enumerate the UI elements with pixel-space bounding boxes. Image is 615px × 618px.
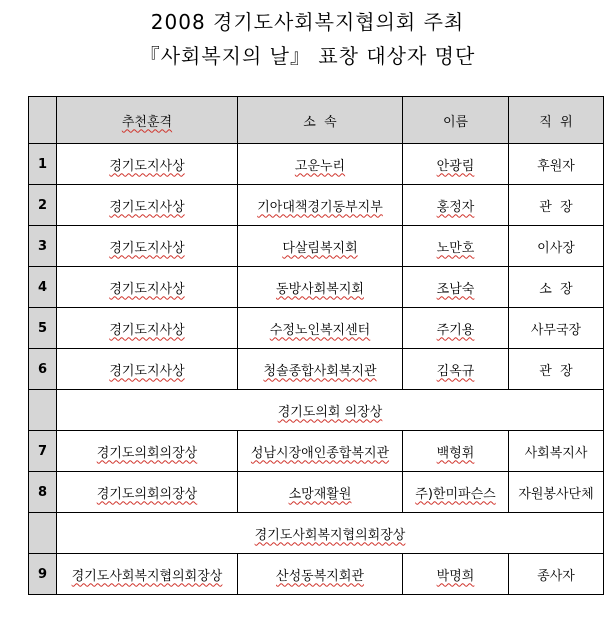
name-text: 홍정자 (436, 199, 475, 215)
name-cell (403, 431, 509, 472)
table-row (29, 349, 604, 390)
affiliation-text: 소망재활원 (288, 486, 352, 502)
row-number: 9 (29, 554, 57, 595)
header-affiliation: 소 속 (238, 97, 403, 144)
affiliation-text: 청솔종합사회복지관 (263, 363, 377, 379)
name-text: 박명희 (436, 568, 475, 584)
award-cell (57, 472, 238, 513)
row-number: 6 (29, 349, 57, 390)
name-cell (403, 267, 509, 308)
name-text: 주)한미파슨스 (415, 486, 496, 502)
name-text: 안광림 (436, 158, 475, 174)
section-label: 경기도사회복지협의회장상 (254, 527, 406, 543)
position-cell: 종사자 (509, 554, 604, 595)
table-row (29, 267, 604, 308)
affiliation-text: 기아대책경기동부지부 (257, 199, 383, 215)
award-cell (57, 185, 238, 226)
award-cell (57, 144, 238, 185)
position-cell: 관 장 (509, 185, 604, 226)
award-text: 경기도의회의장상 (96, 445, 198, 461)
affiliation-text: 성남시장애인종합복지관 (250, 445, 390, 461)
name-text: 주기용 (436, 322, 475, 338)
award-text: 경기도의회의장상 (96, 486, 198, 502)
section-label-cell (57, 390, 604, 431)
row-number: 7 (29, 431, 57, 472)
document-title-line1: 2008 경기도사회복지협의회 주최 (150, 10, 465, 34)
award-text: 경기도지사상 (109, 281, 185, 297)
position-cell: 이사장 (509, 226, 604, 267)
section-label-cell (57, 513, 604, 554)
affiliation-cell (238, 349, 403, 390)
name-text: 조남숙 (436, 281, 475, 297)
table-row (29, 144, 604, 185)
award-cell (57, 308, 238, 349)
award-cell (57, 349, 238, 390)
award-cell (57, 554, 238, 595)
row-number: 5 (29, 308, 57, 349)
name-cell (403, 226, 509, 267)
position-cell: 자원봉사단체 (509, 472, 604, 513)
header-name: 이름 (403, 97, 509, 144)
affiliation-text: 산성동복지회관 (276, 568, 364, 584)
table-header-row (29, 97, 604, 144)
affiliation-text: 다살림복지회 (282, 240, 358, 256)
name-cell (403, 185, 509, 226)
position-cell: 소 장 (509, 267, 604, 308)
row-number: 1 (29, 144, 57, 185)
award-cell (57, 226, 238, 267)
affiliation-cell (238, 472, 403, 513)
award-cell (57, 431, 238, 472)
row-number: 8 (29, 472, 57, 513)
section-number-cell (29, 513, 57, 554)
section-row (29, 390, 604, 431)
recipient-table (28, 96, 604, 595)
row-number: 2 (29, 185, 57, 226)
table-row (29, 554, 604, 595)
award-text: 경기도지사상 (109, 158, 185, 174)
row-number: 4 (29, 267, 57, 308)
header-position: 직 위 (509, 97, 604, 144)
document-title-line2: 『사회복지의 날』 표창 대상자 명단 (139, 44, 476, 68)
section-label: 경기도의회 의장상 (277, 404, 383, 420)
award-text: 경기도지사상 (109, 322, 185, 338)
affiliation-cell (238, 431, 403, 472)
name-cell (403, 349, 509, 390)
affiliation-text: 수정노인복지센터 (269, 322, 371, 338)
affiliation-text: 고운누리 (294, 158, 346, 174)
affiliation-cell (238, 226, 403, 267)
award-text: 경기도지사상 (109, 240, 185, 256)
name-cell (403, 554, 509, 595)
name-cell (403, 144, 509, 185)
award-text: 경기도사회복지협의회장상 (71, 568, 223, 584)
section-row (29, 513, 604, 554)
table-row (29, 226, 604, 267)
name-text: 노만호 (436, 240, 475, 256)
name-text: 백형휘 (436, 445, 475, 461)
award-text: 경기도지사상 (109, 363, 185, 379)
award-cell (57, 267, 238, 308)
table-row (29, 431, 604, 472)
award-text: 경기도지사상 (109, 199, 185, 215)
row-number: 3 (29, 226, 57, 267)
section-number-cell (29, 390, 57, 431)
affiliation-cell (238, 144, 403, 185)
name-cell (403, 308, 509, 349)
affiliation-cell (238, 267, 403, 308)
affiliation-text: 동방사회복지회 (276, 281, 364, 297)
table-row (29, 185, 604, 226)
affiliation-cell (238, 308, 403, 349)
name-text: 김옥규 (436, 363, 475, 379)
position-cell: 관 장 (509, 349, 604, 390)
position-cell: 사무국장 (509, 308, 604, 349)
table-row (29, 308, 604, 349)
affiliation-cell (238, 554, 403, 595)
table-row (29, 472, 604, 513)
header-award-label: 추천훈격 (121, 114, 173, 130)
header-number-cell (29, 97, 57, 144)
position-cell: 사회복지사 (509, 431, 604, 472)
header-award (57, 97, 238, 144)
name-cell (403, 472, 509, 513)
position-cell: 후원자 (509, 144, 604, 185)
affiliation-cell (238, 185, 403, 226)
